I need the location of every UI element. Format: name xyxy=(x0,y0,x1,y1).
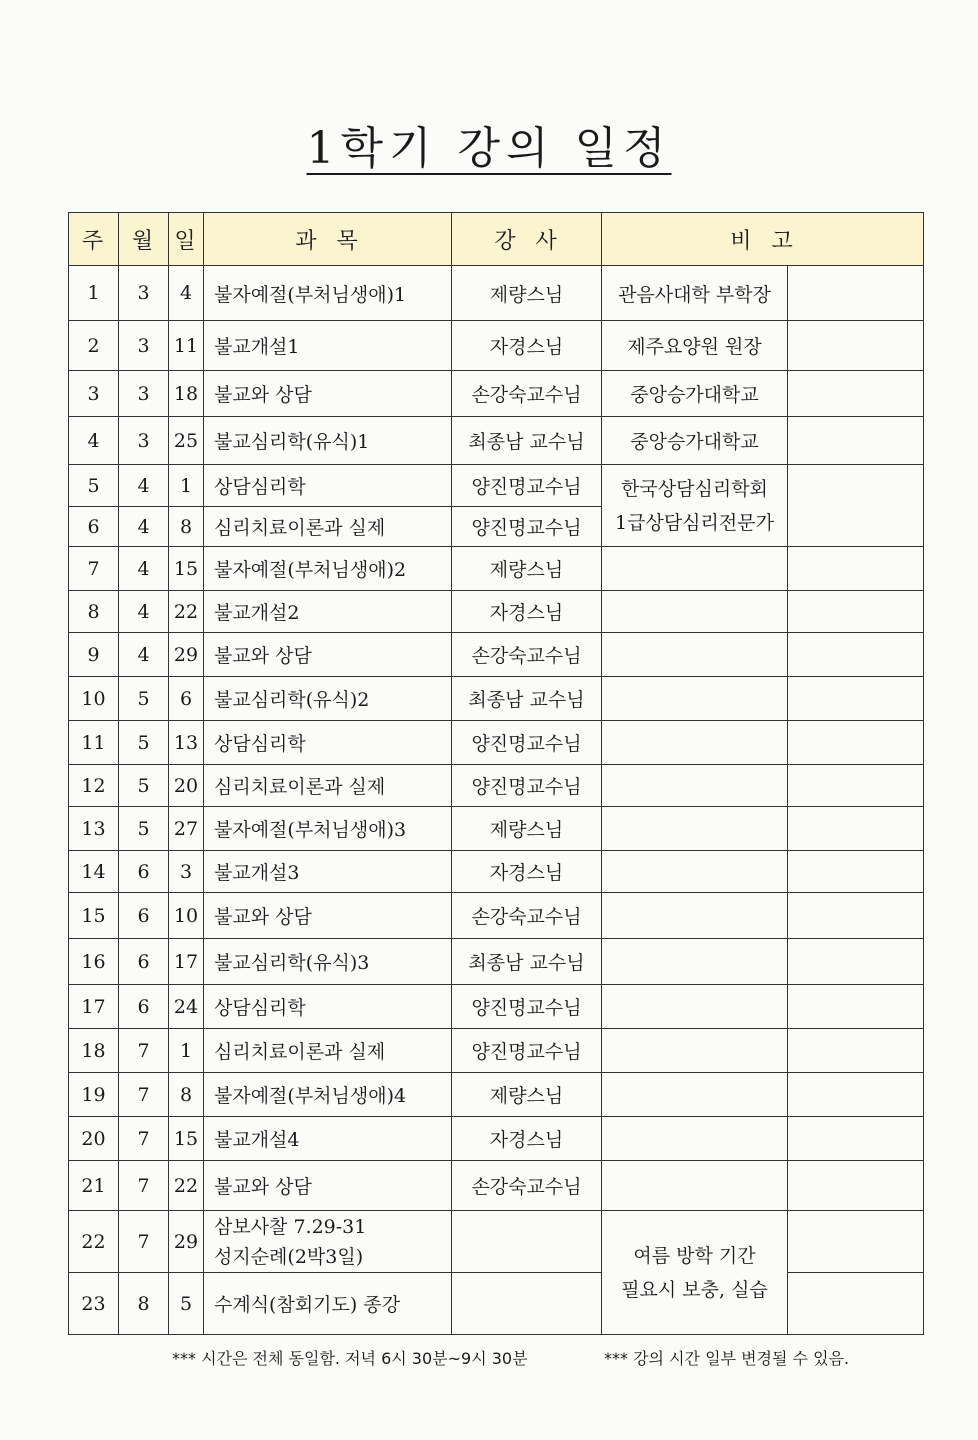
day-cell: 1 xyxy=(169,465,204,507)
month-cell: 4 xyxy=(119,507,169,547)
header-month: 월 xyxy=(119,213,169,266)
remark-cell xyxy=(602,893,788,939)
remark-cell: 중앙승가대학교 xyxy=(602,417,788,465)
week-cell: 11 xyxy=(69,721,119,765)
subject-cell: 불교와 상담 xyxy=(204,893,452,939)
instructor-cell: 최종남 교수님 xyxy=(452,417,602,465)
subject-cell: 불자예절(부처님생애)2 xyxy=(204,547,452,591)
blank-cell xyxy=(788,1029,924,1073)
subject-cell: 불교심리학(유식)2 xyxy=(204,677,452,721)
subject-cell: 상담심리학 xyxy=(204,985,452,1029)
subject-cell: 불자예절(부처님생애)3 xyxy=(204,807,452,851)
remark-line: 1급상담심리전문가 xyxy=(615,511,774,534)
table-row xyxy=(69,1273,924,1335)
month-cell: 3 xyxy=(119,371,169,417)
blank-cell xyxy=(788,677,924,721)
week-cell: 2 xyxy=(69,321,119,371)
subject-line: 성지순례(2박3일) xyxy=(214,1245,364,1268)
remark-cell: 관음사대학 부학장 xyxy=(602,266,788,321)
remark-cell xyxy=(602,1029,788,1073)
header-instructor: 강 사 xyxy=(452,213,602,266)
remark-cell xyxy=(602,1073,788,1117)
blank-cell xyxy=(788,1273,924,1335)
instructor-cell: 제량스님 xyxy=(452,807,602,851)
blank-cell xyxy=(788,721,924,765)
remark-cell xyxy=(602,985,788,1029)
month-cell: 8 xyxy=(119,1273,169,1335)
month-cell: 6 xyxy=(119,893,169,939)
blank-cell xyxy=(788,1211,924,1273)
remark-cell xyxy=(602,807,788,851)
table-row xyxy=(69,591,924,633)
week-cell: 7 xyxy=(69,547,119,591)
week-cell: 16 xyxy=(69,939,119,985)
week-cell: 4 xyxy=(69,417,119,465)
blank-cell xyxy=(788,591,924,633)
instructor-cell: 제량스님 xyxy=(452,547,602,591)
page-title: 1학기 강의 일정 xyxy=(306,123,672,174)
table-row xyxy=(69,266,924,321)
table-row xyxy=(69,851,924,893)
instructor-cell: 양진명교수님 xyxy=(452,985,602,1029)
blank-cell xyxy=(788,417,924,465)
month-cell: 7 xyxy=(119,1073,169,1117)
instructor-cell: 손강숙교수님 xyxy=(452,371,602,417)
remark-cell: 제주요양원 원장 xyxy=(602,321,788,371)
month-cell: 6 xyxy=(119,851,169,893)
footnote-time: *** 시간은 전체 동일함. 저녁 6시 30분~9시 30분 xyxy=(172,1349,528,1368)
week-cell: 12 xyxy=(69,765,119,807)
month-cell: 3 xyxy=(119,417,169,465)
blank-cell xyxy=(788,807,924,851)
week-cell: 1 xyxy=(69,266,119,321)
table-row xyxy=(69,1073,924,1117)
remark-cell xyxy=(602,851,788,893)
week-cell: 5 xyxy=(69,465,119,507)
subject-cell: 수계식(참회기도) 종강 xyxy=(204,1273,452,1335)
table-row xyxy=(69,633,924,677)
day-cell: 3 xyxy=(169,851,204,893)
remark-cell xyxy=(602,765,788,807)
week-cell: 3 xyxy=(69,371,119,417)
subject-cell: 심리치료이론과 실제 xyxy=(204,507,452,547)
subject-cell: 상담심리학 xyxy=(204,721,452,765)
remark-cell xyxy=(602,547,788,591)
header-day: 일 xyxy=(169,213,204,266)
table-row xyxy=(69,985,924,1029)
remark-cell xyxy=(602,1117,788,1161)
blank-cell xyxy=(788,1161,924,1211)
week-cell: 13 xyxy=(69,807,119,851)
day-cell: 24 xyxy=(169,985,204,1029)
remark-cell xyxy=(602,633,788,677)
instructor-cell: 최종남 교수님 xyxy=(452,677,602,721)
table-row xyxy=(69,677,924,721)
month-cell: 6 xyxy=(119,985,169,1029)
instructor-cell: 손강숙교수님 xyxy=(452,893,602,939)
instructor-cell xyxy=(452,1211,602,1273)
subject-cell: 불교개설3 xyxy=(204,851,452,893)
subject-cell: 불교개설1 xyxy=(204,321,452,371)
week-cell: 15 xyxy=(69,893,119,939)
week-cell: 10 xyxy=(69,677,119,721)
day-cell: 5 xyxy=(169,1273,204,1335)
footnote-change: *** 강의 시간 일부 변경될 수 있음. xyxy=(604,1349,850,1368)
instructor-cell xyxy=(452,1273,602,1335)
header-remarks: 비 고 xyxy=(602,213,924,266)
month-cell: 3 xyxy=(119,321,169,371)
instructor-cell: 손강숙교수님 xyxy=(452,633,602,677)
blank-cell xyxy=(788,1117,924,1161)
day-cell: 15 xyxy=(169,1117,204,1161)
month-cell: 7 xyxy=(119,1211,169,1273)
table-row xyxy=(69,1161,924,1211)
month-cell: 7 xyxy=(119,1117,169,1161)
table-row xyxy=(69,547,924,591)
blank-cell xyxy=(788,851,924,893)
instructor-cell: 양진명교수님 xyxy=(452,765,602,807)
day-cell: 10 xyxy=(169,893,204,939)
remark-line: 한국상담심리학회 xyxy=(621,477,768,500)
day-cell: 27 xyxy=(169,807,204,851)
week-cell: 6 xyxy=(69,507,119,547)
week-cell: 18 xyxy=(69,1029,119,1073)
blank-cell xyxy=(788,633,924,677)
subject-cell: 불교개설2 xyxy=(204,591,452,633)
month-cell: 5 xyxy=(119,677,169,721)
instructor-cell: 양진명교수님 xyxy=(452,1029,602,1073)
month-cell: 5 xyxy=(119,765,169,807)
instructor-cell: 자경스님 xyxy=(452,591,602,633)
day-cell: 25 xyxy=(169,417,204,465)
table-row xyxy=(69,807,924,851)
table-row xyxy=(69,371,924,417)
subject-cell: 불자예절(부처님생애)1 xyxy=(204,266,452,321)
month-cell: 3 xyxy=(119,266,169,321)
week-cell: 23 xyxy=(69,1273,119,1335)
day-cell: 11 xyxy=(169,321,204,371)
remark-cell-merged xyxy=(602,465,788,547)
instructor-cell: 제량스님 xyxy=(452,266,602,321)
instructor-cell: 양진명교수님 xyxy=(452,465,602,507)
week-cell: 14 xyxy=(69,851,119,893)
day-cell: 8 xyxy=(169,1073,204,1117)
month-cell: 4 xyxy=(119,465,169,507)
instructor-cell: 제량스님 xyxy=(452,1073,602,1117)
day-cell: 4 xyxy=(169,266,204,321)
blank-cell xyxy=(788,266,924,321)
blank-cell xyxy=(788,547,924,591)
instructor-cell: 양진명교수님 xyxy=(452,721,602,765)
table-row xyxy=(69,417,924,465)
week-cell: 9 xyxy=(69,633,119,677)
table-row xyxy=(69,939,924,985)
remark-cell xyxy=(602,591,788,633)
month-cell: 6 xyxy=(119,939,169,985)
subject-cell: 심리치료이론과 실제 xyxy=(204,1029,452,1073)
blank-cell xyxy=(788,893,924,939)
week-cell: 22 xyxy=(69,1211,119,1273)
instructor-cell: 손강숙교수님 xyxy=(452,1161,602,1211)
subject-cell: 불교와 상담 xyxy=(204,1161,452,1211)
month-cell: 7 xyxy=(119,1029,169,1073)
day-cell: 20 xyxy=(169,765,204,807)
week-cell: 17 xyxy=(69,985,119,1029)
blank-cell xyxy=(788,465,924,547)
table-row xyxy=(69,1029,924,1073)
remark-cell xyxy=(602,1161,788,1211)
month-cell: 7 xyxy=(119,1161,169,1211)
instructor-cell: 자경스님 xyxy=(452,1117,602,1161)
month-cell: 4 xyxy=(119,591,169,633)
day-cell: 18 xyxy=(169,371,204,417)
instructor-cell: 자경스님 xyxy=(452,321,602,371)
remark-cell xyxy=(602,677,788,721)
week-cell: 8 xyxy=(69,591,119,633)
month-cell: 4 xyxy=(119,633,169,677)
remark-cell xyxy=(602,939,788,985)
week-cell: 21 xyxy=(69,1161,119,1211)
remark-cell xyxy=(602,721,788,765)
table-row xyxy=(69,321,924,371)
remark-cell-merged xyxy=(602,1211,788,1335)
month-cell: 4 xyxy=(119,547,169,591)
table-row xyxy=(69,465,924,507)
month-cell: 5 xyxy=(119,807,169,851)
day-cell: 6 xyxy=(169,677,204,721)
header-subject: 과 목 xyxy=(204,213,452,266)
day-cell: 29 xyxy=(169,633,204,677)
subject-line: 삼보사찰 7.29-31 xyxy=(214,1215,367,1238)
subject-cell: 불교와 상담 xyxy=(204,633,452,677)
day-cell: 22 xyxy=(169,591,204,633)
remark-line: 여름 방학 기간 xyxy=(633,1244,756,1267)
subject-cell: 불교와 상담 xyxy=(204,371,452,417)
subject-cell: 불교심리학(유식)3 xyxy=(204,939,452,985)
blank-cell xyxy=(788,321,924,371)
subject-cell: 상담심리학 xyxy=(204,465,452,507)
table-row xyxy=(69,765,924,807)
subject-cell: 불교개설4 xyxy=(204,1117,452,1161)
remark-cell: 중앙승가대학교 xyxy=(602,371,788,417)
table-header-row xyxy=(69,213,924,266)
month-cell: 5 xyxy=(119,721,169,765)
instructor-cell: 양진명교수님 xyxy=(452,507,602,547)
remark-line: 필요시 보충, 실습 xyxy=(621,1278,768,1301)
day-cell: 17 xyxy=(169,939,204,985)
week-cell: 19 xyxy=(69,1073,119,1117)
subject-cell: 심리치료이론과 실제 xyxy=(204,765,452,807)
week-cell: 20 xyxy=(69,1117,119,1161)
blank-cell xyxy=(788,371,924,417)
blank-cell xyxy=(788,939,924,985)
blank-cell xyxy=(788,985,924,1029)
subject-cell xyxy=(204,1211,452,1273)
blank-cell xyxy=(788,765,924,807)
instructor-cell: 최종남 교수님 xyxy=(452,939,602,985)
table-row xyxy=(69,893,924,939)
subject-cell: 불자예절(부처님생애)4 xyxy=(204,1073,452,1117)
day-cell: 1 xyxy=(169,1029,204,1073)
instructor-cell: 자경스님 xyxy=(452,851,602,893)
header-week: 주 xyxy=(69,213,119,266)
subject-cell: 불교심리학(유식)1 xyxy=(204,417,452,465)
day-cell: 13 xyxy=(169,721,204,765)
day-cell: 22 xyxy=(169,1161,204,1211)
schedule-table xyxy=(68,212,924,1335)
table-row xyxy=(69,1211,924,1273)
table-row xyxy=(69,1117,924,1161)
day-cell: 29 xyxy=(169,1211,204,1273)
table-row xyxy=(69,721,924,765)
blank-cell xyxy=(788,1073,924,1117)
day-cell: 8 xyxy=(169,507,204,547)
day-cell: 15 xyxy=(169,547,204,591)
